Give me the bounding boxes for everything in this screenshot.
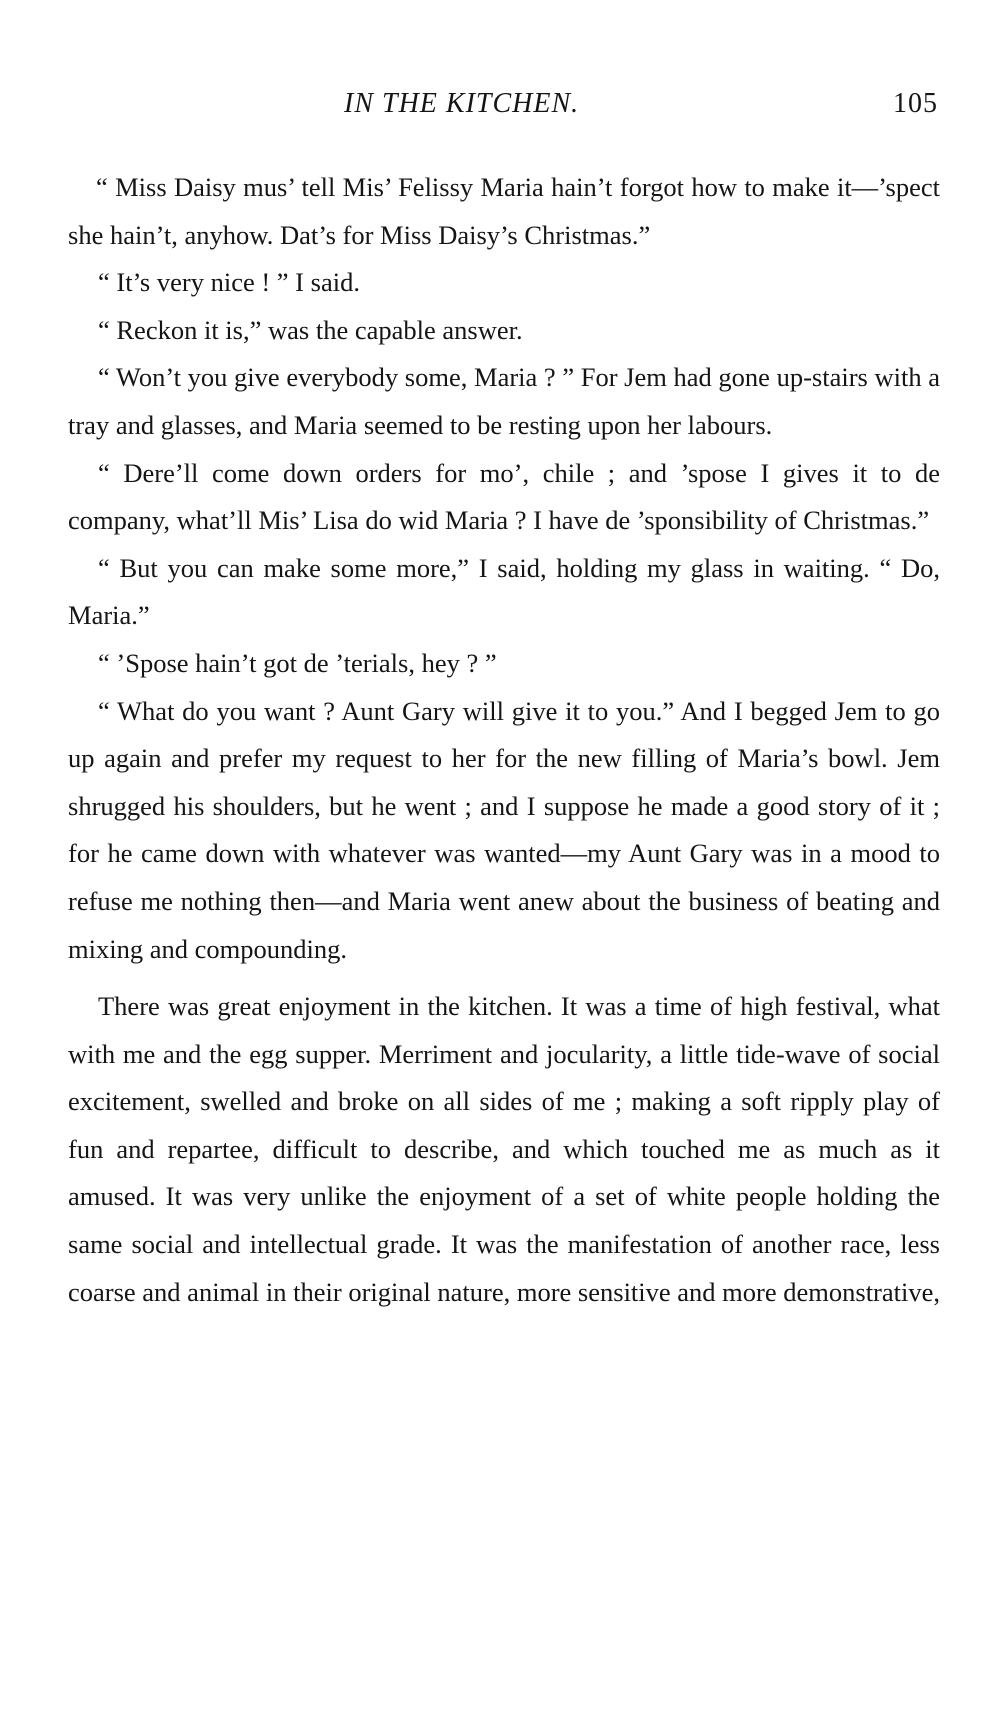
body-text — [68, 164, 940, 1316]
paragraph: There was great enjoyment in the kitchen. It was a time of high festival, what with me and the egg supper. Merriment and jocularity, a little tide-wave of social excitement, swelled and broke on all sides of me ; making a soft ripply play of fun and repartee, difficult to describe, and which touched me as much as it amused. It was very unlike the enjoyment of a set of white people holding the same social and intellectual grade. It was the manifestation of another race, less coarse and animal in their original nature, more sensitive and more demonstrative, — [68, 991, 941, 1307]
paragraph: “ What do you want ? Aunt Gary will give it to you.” And I begged Jem to go up again and prefer my request to her for the new filling of Maria’s bowl. Jem shrugged his shoulders, but he went ; and I suppose he made a good story of it ; for he came down with whatever was wanted—my Aunt Gary was in a mood to refuse me nothing then—and Maria went anew about the business of beating and mixing and compounding. — [68, 695, 940, 964]
paragraph: “ Miss Daisy mus’ tell Mis’ Felissy Maria hain’t forgot how to make it—’spect she hain’t, anyhow. Dat’s for Miss Daisy’s Christmas.” — [68, 172, 940, 250]
running-header — [0, 88, 1000, 128]
page-number: 105 — [893, 88, 938, 119]
paragraph: “ But you can make some more,” I said, holding my glass in waiting. “ Do, Maria.” — [68, 552, 940, 631]
paragraph: “ Dere’ll come down orders for mo’, chile ; and ’spose I gives it to de company, what’ll Mis’ Lisa do wid Maria ? I have de ’sponsibility of Christmas.” — [68, 457, 940, 536]
paragraph: “ Reckon it is,” was the capable answer. — [98, 314, 523, 345]
paragraph: “ ’Spose hain’t got de ’terials, hey ? ” — [98, 647, 497, 678]
paragraph: “ It’s very nice ! ” I said. — [98, 267, 360, 298]
paragraph: “ Won’t you give everybody some, Maria ? ” For Jem had gone up-stairs with a tray and glasses, and Maria seemed to be resting upon her labours. — [68, 362, 940, 440]
running-title: IN THE KITCHEN. — [344, 88, 580, 119]
